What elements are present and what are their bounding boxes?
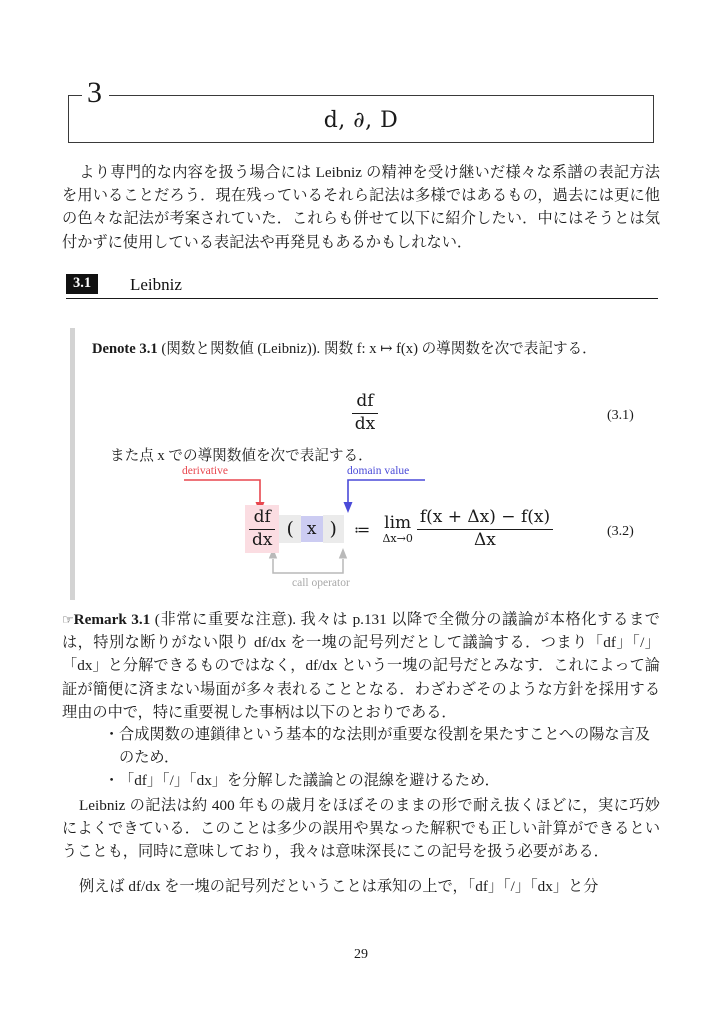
fraction-difference-quotient [417, 508, 553, 550]
lhs-denominator: dx [252, 530, 273, 551]
fraction-denominator: dx [354, 414, 376, 435]
example-paragraph-text: 例えば df/dx を一塊の記号列だということは承知の上で，「df」「/」「dx」と分 [79, 878, 599, 895]
rhs-numerator: f(x + Δx) − f(x) [419, 507, 551, 527]
bullet-marker: ・ [104, 772, 120, 790]
intro-text: より専門的な内容を扱う場合には Leibniz の精神を受け継いだ様々な系譜の表記方法を用いることだろう．現在残っているそれら記法は多様ではあるもの，過去には更に他の色々な記法が考案されていた．これらも併せて以下に紹介したい．中にはそうとは気付かずに使用している表記法や再発見もあるかもしれない． [62, 164, 660, 251]
list-item [104, 723, 656, 769]
highlight-argument: x [301, 516, 323, 542]
highlight-paren-open [279, 515, 300, 543]
pointing-hand-icon: ☞ [62, 612, 74, 627]
intro-paragraph [62, 161, 660, 254]
lhs-numerator: df [253, 507, 271, 527]
equation-number-3-2: (3.2) [607, 524, 634, 539]
paren-close: ) [329, 518, 337, 541]
leibniz-paragraph-text: Leibniz の記法は約 400 年もの歳月をほぼそのままの形で耐え抜くほどに，実に巧妙によくできている．このことは多少の誤用や異なった解釈でも正しい計算ができるということも，同時に意味しており，我々は意味深長にこの記号を扱う必要がある． [62, 797, 660, 861]
chapter-number: 3 [82, 78, 109, 108]
section-title: Leibniz [130, 275, 182, 294]
annotation-label-call-operator: call operator [292, 577, 350, 589]
denote-left-rule [70, 328, 75, 600]
list-item [104, 769, 656, 792]
chapter-title: d, ∂, D [323, 108, 399, 133]
example-paragraph [62, 875, 660, 898]
section-rule [66, 298, 658, 299]
paren-open: ( [286, 518, 294, 541]
annotation-label-domain-value: domain value [347, 465, 410, 477]
fraction-df-dx [352, 392, 378, 434]
limit-main: lim [384, 512, 412, 533]
remark-text: (非常に重要な注意). 我々は p.131 以降で全微分の議論が本格化するまでは，特別な断りがない限り df/dx を一塊の記号列だとして議論する．つまり「df」「/」「dx」と分解できるものではなく，df/dx という一塊の記号だとみなす．これによって論証が簡便に済まない場面が多々表れることとなる．わざわざそのような方針を採用する理由の中で，特に重要視した事柄は以下のとおりである． [62, 611, 660, 721]
fraction-df-dx-lhs [249, 508, 275, 550]
fraction-numerator: df [356, 391, 374, 411]
remark-bullet-list [104, 723, 656, 793]
bullet-marker: ・ [104, 726, 120, 743]
equation-3-1 [70, 392, 660, 434]
limit-operator [378, 512, 416, 545]
section-number-badge: 3.1 [66, 274, 98, 294]
assign-operator: ≔ [353, 519, 371, 539]
denote-note: また点 x での導関数値を次で表記する． [110, 448, 373, 464]
denote-body-text: (関数と関数値 (Leibniz)). 関数 f: x ↦ f(x) の導関数を次で表記する． [161, 341, 597, 357]
page-number: 29 [354, 947, 368, 962]
highlight-paren-close [323, 515, 344, 543]
denote-label: Denote 3.1 [92, 341, 158, 357]
equation-3-2-row [245, 505, 553, 553]
remark-paragraph [62, 608, 660, 724]
rhs-denominator: Δx [474, 530, 496, 551]
list-item-text: 合成関数の連鎖律という基本的な法則が重要な役割を果たすことへの陽な言及のため． [119, 726, 650, 767]
remark-label: Remark 3.1 [73, 611, 151, 628]
section-heading [66, 274, 658, 300]
list-item-text: 「df」「/」「dx」を分解した議論との混線を避けるため． [119, 772, 500, 790]
denote-block [70, 328, 660, 600]
denote-statement [92, 338, 650, 361]
annotated-equation-3-2 [182, 465, 652, 593]
leibniz-paragraph [62, 794, 660, 864]
equation-number-3-1: (3.1) [607, 408, 634, 423]
limit-subscript: Δx→0 [382, 531, 413, 545]
annotation-label-derivative: derivative [182, 465, 228, 477]
highlight-derivative-term [245, 505, 279, 553]
